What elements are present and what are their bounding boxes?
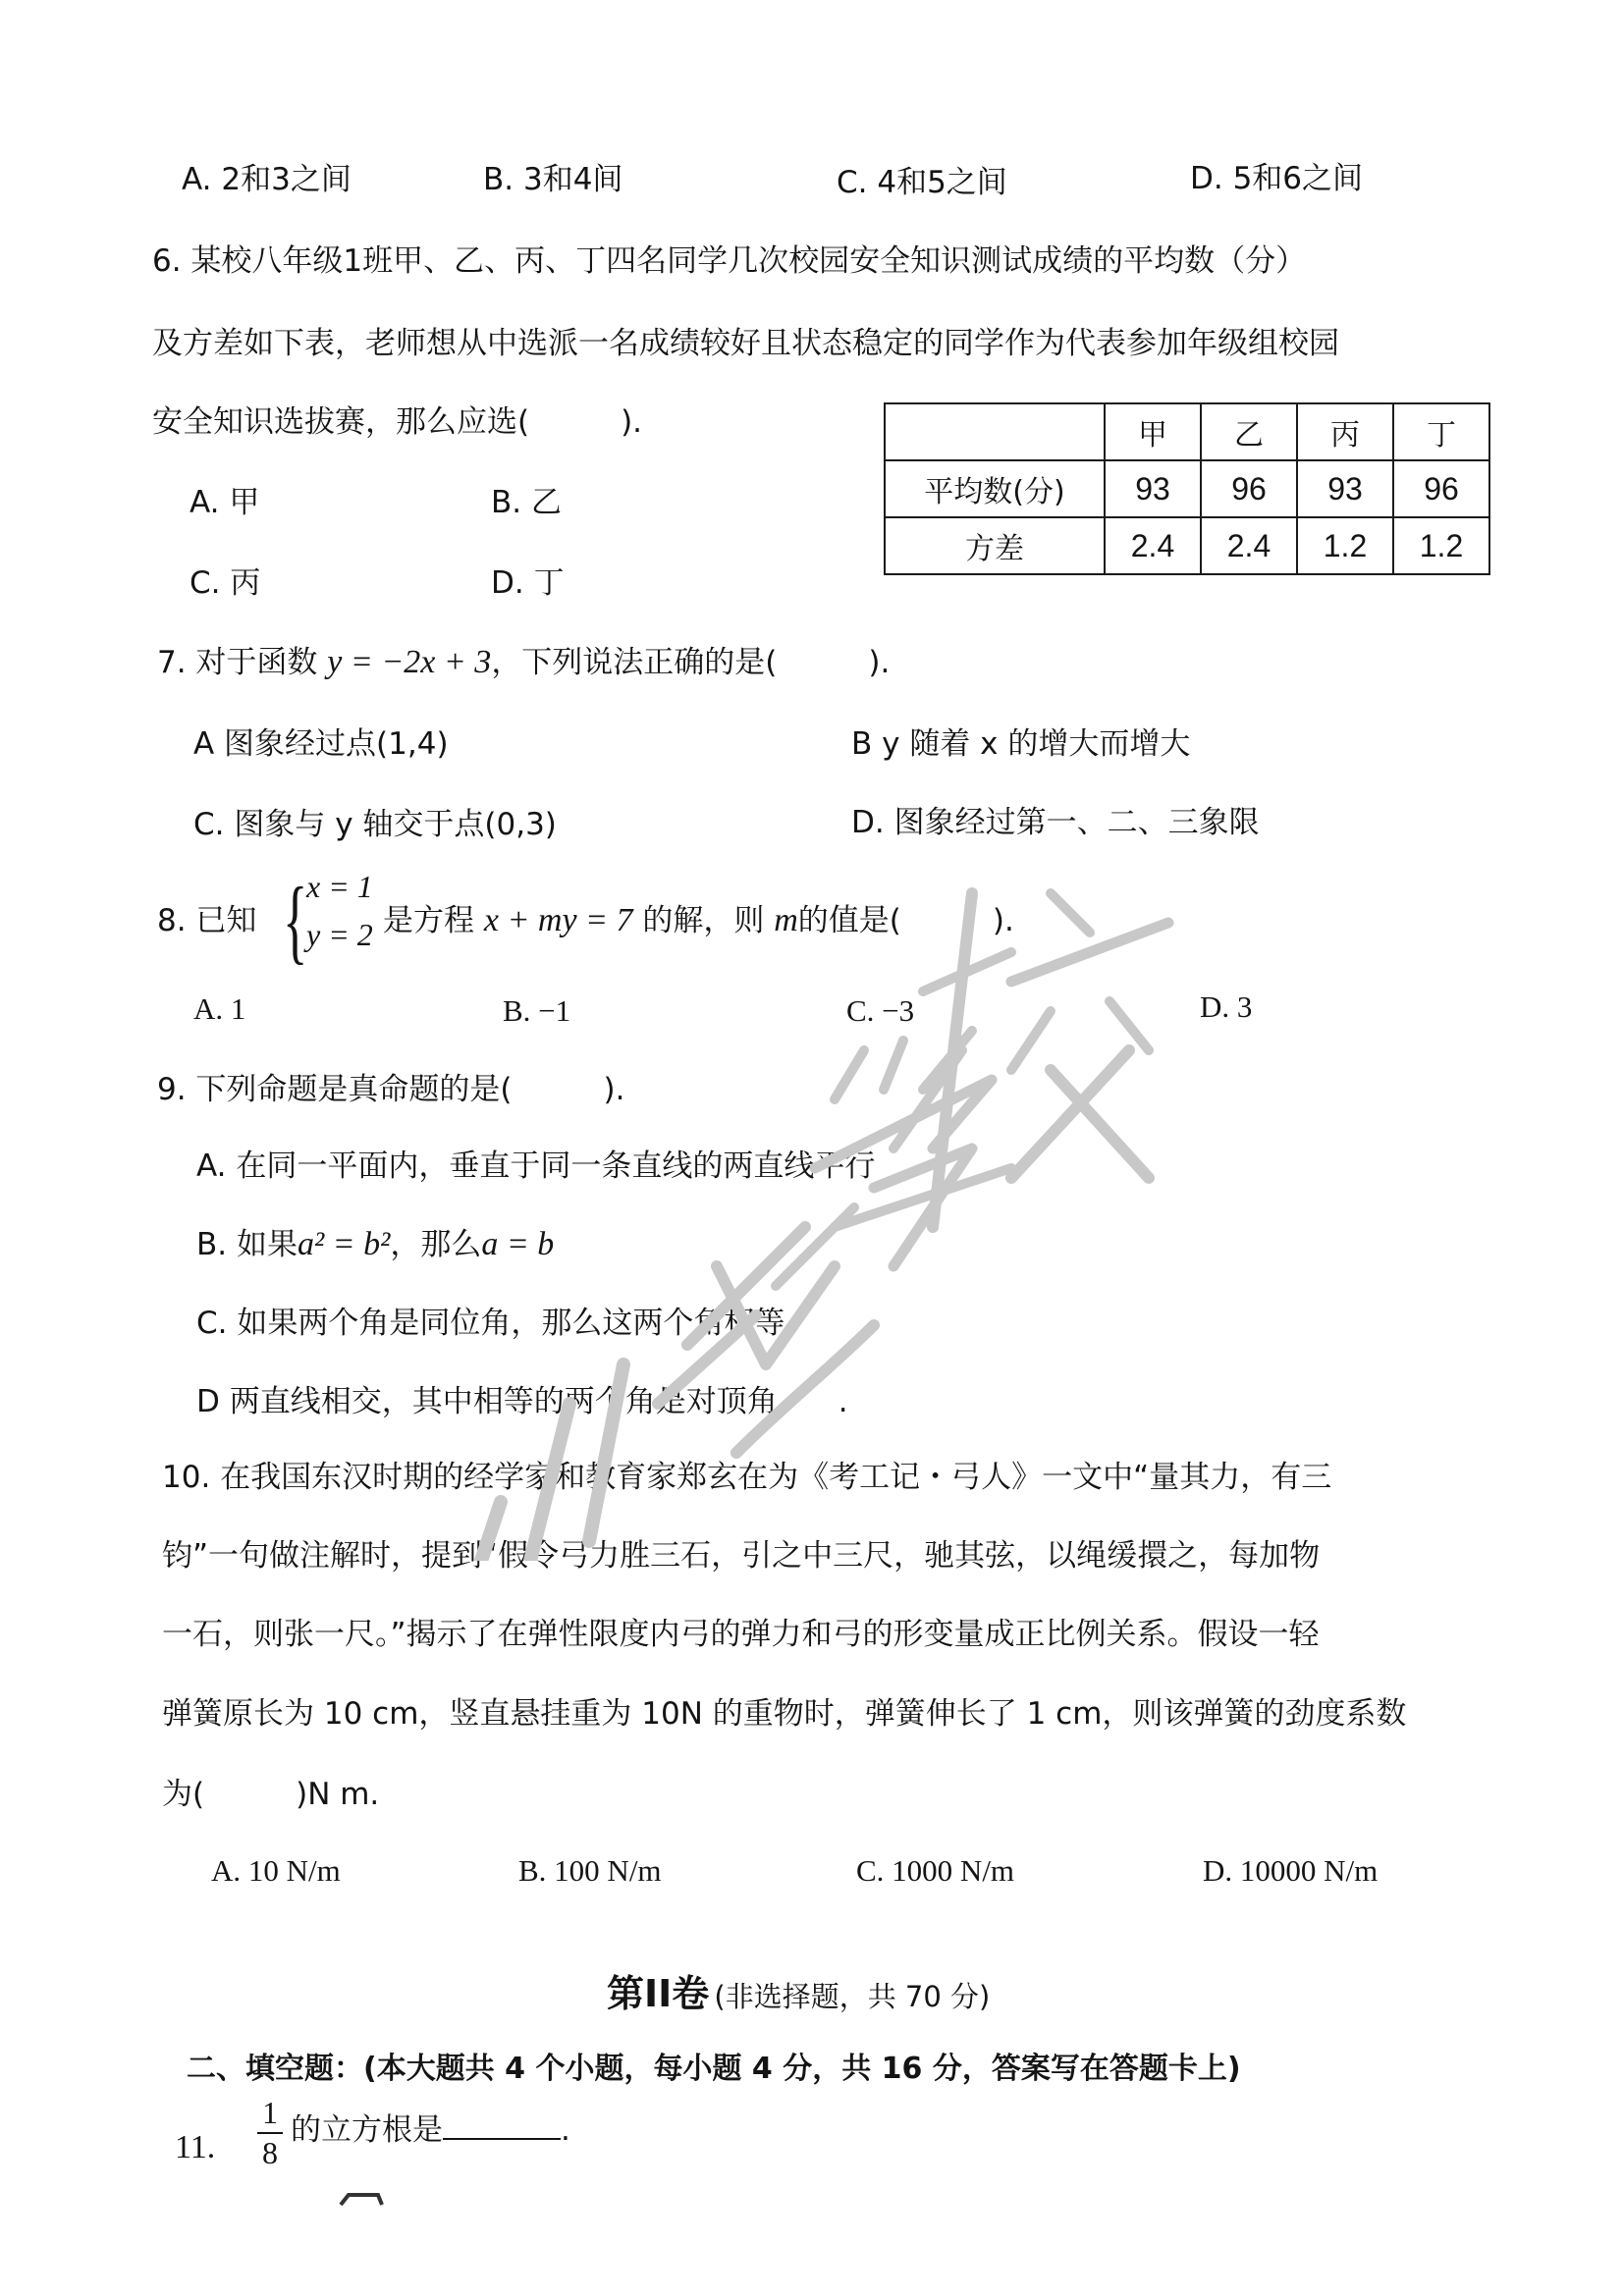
- q8-equation-1: x = 1: [306, 869, 373, 904]
- q8-option-b: B. −1: [503, 993, 571, 1028]
- table-cell: 93: [1297, 460, 1393, 517]
- q7-option-c: C. 图象与 y 轴交于点(0,3): [193, 807, 557, 842]
- q10-option-a: A. 10 N/m: [211, 1853, 341, 1888]
- q11-numerator: 1: [262, 2095, 278, 2130]
- q10-option-b: B. 100 N/m: [518, 1853, 662, 1888]
- table-header-cell: [885, 403, 1105, 460]
- q6-option-d: D. 丁: [491, 565, 565, 601]
- q9-option-a: A. 在同一平面内，垂直于同一条直线的两直线平行: [196, 1148, 876, 1184]
- table-cell: 93: [1105, 460, 1201, 517]
- q10-stem-line1: 10. 在我国东汉时期的经学家和教育家郑玄在为《考工记・弓人》一文中“量其力，有三: [162, 1460, 1332, 1495]
- q9-option-b-formula: a² = b²: [297, 1226, 391, 1262]
- q5-option-a: A. 2和3之间: [182, 162, 352, 197]
- q6-stem-line1: 6. 某校八年级1班甲、乙、丙、丁四名同学几次校园安全知识测试成绩的平均数（分）: [152, 243, 1307, 279]
- part2-heading: [607, 1963, 990, 2017]
- q10-stem-line4: 弹簧原长为 10 cm，竖直悬挂重为 10N 的重物时，弹簧伸长了 1 cm，则该弹簧的劲度系数: [162, 1696, 1407, 1732]
- q8-suffix1: 的解，则: [642, 903, 765, 938]
- q8-option-a: A. 1: [193, 991, 246, 1026]
- q10-stem-line3: 一石，则张一尺。”揭示了在弹性限度内弓的弹力和弓的形变量成正比例关系。假设一轻: [162, 1617, 1320, 1652]
- part2-title: 第II卷: [607, 1972, 710, 2015]
- q9-option-b-mid: ，那么: [390, 1227, 482, 1262]
- q6-option-b: B. 乙: [491, 485, 562, 520]
- q8-option-c: C. −3: [846, 993, 915, 1028]
- q10-stem-line2: 钧”一句做注解时，提到“假令弓力胜三石，引之中三尺，驰其弦，以绳缓擐之，每加物: [162, 1538, 1321, 1574]
- table-cell: 2.4: [1201, 517, 1297, 574]
- q6-option-a: A. 甲: [189, 485, 260, 520]
- answer-blank[interactable]: [443, 2134, 561, 2140]
- table-header-cell: 丁: [1393, 403, 1489, 460]
- q5-option-c: C. 4和5之间: [837, 165, 1007, 200]
- brace-symbol: {: [283, 868, 308, 973]
- q8-option-d: D. 3: [1200, 989, 1253, 1024]
- q10-stem-line5: 为( )N m.: [162, 1777, 380, 1812]
- q7-prefix: 7. 对于函数: [157, 645, 318, 680]
- q6-stem-line2: 及方差如下表，老师想从中选派一名成绩较好且状态稳定的同学作为代表参加年级组校园: [152, 326, 1339, 361]
- q6-stem-line3: 安全知识选拔赛，那么应选( ).: [152, 404, 643, 440]
- q11-text: 的立方根是: [291, 2112, 443, 2148]
- q11-denominator: 8: [262, 2135, 278, 2170]
- table-header-cell: 丙: [1297, 403, 1393, 460]
- table-cell: 1.2: [1297, 517, 1393, 574]
- table-row: [885, 460, 1489, 517]
- part2-subtitle: (非选择题，共 70 分): [714, 1980, 991, 2013]
- q11-fraction: [257, 2095, 283, 2171]
- table-cell: 1.2: [1393, 517, 1489, 574]
- q9-stem: 9. 下列命题是真命题的是( ).: [157, 1072, 625, 1107]
- q8-stem-rest: [383, 901, 1014, 940]
- section2-title: 二、填空题：(本大题共 4 个小题，每小题 4 分，共 16 分，答案写在答题卡上): [187, 2052, 1241, 2086]
- q8-variable: m: [774, 902, 798, 938]
- q5-option-d: D. 5和6之间: [1190, 161, 1364, 196]
- watermark-logo: [461, 854, 1208, 1561]
- q8-equation-2: y = 2: [306, 917, 373, 952]
- q10-option-d: D. 10000 N/m: [1203, 1853, 1379, 1888]
- q9-option-b: [196, 1225, 554, 1264]
- q7-option-b: B y 随着 x 的增大而增大: [851, 726, 1191, 762]
- table-header-cell: 乙: [1201, 403, 1297, 460]
- table-cell: 2.4: [1105, 517, 1201, 574]
- q8-prefix: 8. 已知: [157, 903, 257, 938]
- q7-option-d: D. 图象经过第一、二、三象限: [851, 805, 1260, 840]
- q7-option-a: A 图象经过点(1,4): [193, 726, 449, 762]
- scan-smudge: [339, 2187, 386, 2207]
- table-header-row: [885, 403, 1489, 460]
- q8-middle: 是方程: [383, 903, 474, 938]
- q9-option-c: C. 如果两个角是同位角，那么这两个角相等: [196, 1306, 785, 1341]
- q9-option-b-formula2: a = b: [481, 1226, 555, 1262]
- table-row-label: 平均数(分): [885, 460, 1105, 517]
- q9-option-d: D 两直线相交，其中相等的两个角是对顶角 .: [196, 1384, 848, 1419]
- q11-number: 11.: [175, 2129, 216, 2165]
- q11-end: .: [561, 2112, 570, 2148]
- table-row-label: 方差: [885, 517, 1105, 574]
- table-row: [885, 517, 1489, 574]
- q8-equation: x + my = 7: [483, 902, 633, 938]
- table-cell: 96: [1393, 460, 1489, 517]
- q11-stem: [291, 2110, 570, 2150]
- table-header-cell: 甲: [1105, 403, 1201, 460]
- table-cell: 96: [1201, 460, 1297, 517]
- q8-suffix2: 的值是( ).: [797, 903, 1014, 938]
- q10-option-c: C. 1000 N/m: [856, 1853, 1015, 1888]
- fraction-bar: [257, 2132, 283, 2134]
- scores-table: [884, 402, 1490, 575]
- q7-suffix: ，下列说法正确的是( ).: [491, 645, 891, 680]
- q6-option-c: C. 丙: [189, 565, 261, 601]
- q7-formula: y = −2x + 3: [327, 644, 492, 680]
- q7-stem: [157, 643, 890, 682]
- q9-option-b-prefix: B. 如果: [196, 1227, 298, 1262]
- q5-option-b: B. 3和4间: [483, 162, 623, 197]
